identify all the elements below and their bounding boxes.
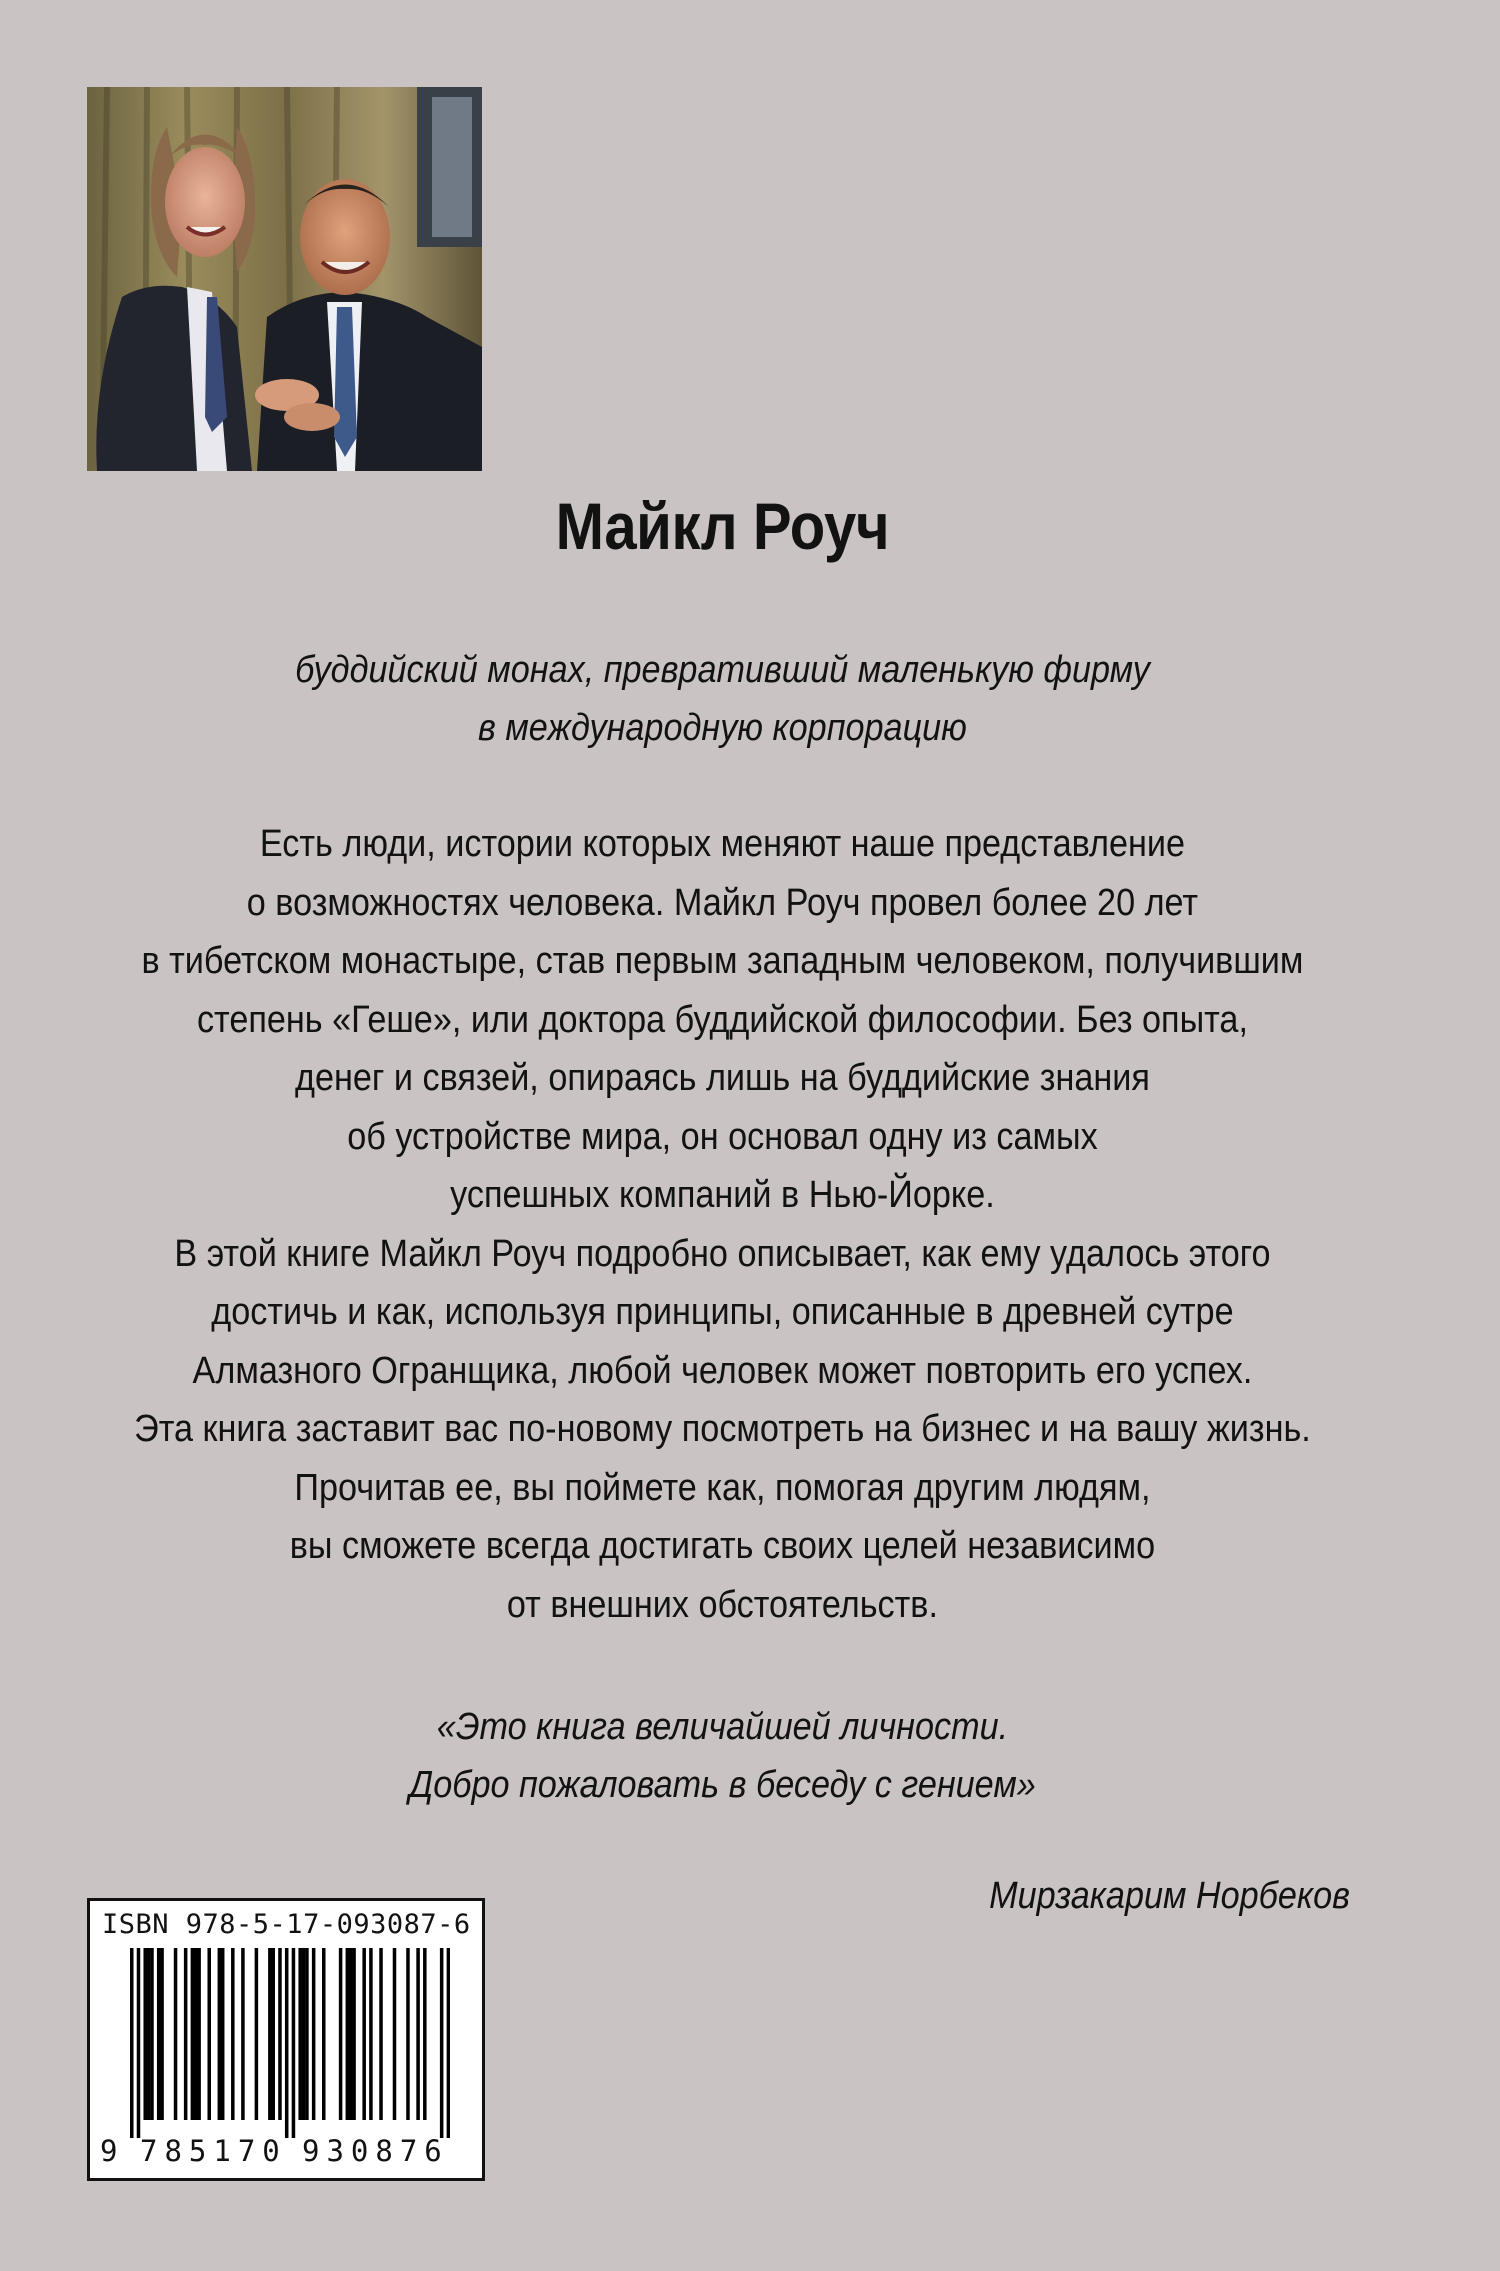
barcode-bar bbox=[379, 1948, 383, 2120]
barcode-bar bbox=[285, 1948, 289, 2138]
barcode-bar bbox=[322, 1948, 326, 2120]
barcode-bar bbox=[346, 1948, 350, 2120]
barcode-bar bbox=[302, 1948, 306, 2120]
barcode-bar bbox=[271, 1948, 275, 2120]
description-line: о возможностях человека. Майкл Роуч провел более 20 лет bbox=[246, 881, 1199, 924]
barcode-bar bbox=[191, 1948, 195, 2120]
barcode-bar bbox=[160, 1948, 164, 2120]
barcode-left-group: 785170 bbox=[140, 2134, 287, 2168]
quote-line: «Это книга величайшей личности. bbox=[436, 1706, 1009, 1748]
description-line: денег и связей, опираясь лишь на буддийские знания bbox=[295, 1057, 1150, 1099]
barcode-bar bbox=[339, 1948, 343, 2120]
barcode-first-digit: 9 bbox=[100, 2134, 118, 2168]
barcode-bar bbox=[268, 1948, 272, 2120]
barcode-bar bbox=[298, 1948, 302, 2120]
book-description bbox=[72, 815, 1373, 1634]
tagline bbox=[72, 641, 1373, 757]
quote-author: Мирзакарим Норбеков bbox=[989, 1875, 1350, 1917]
barcode-bar bbox=[278, 1948, 282, 2120]
description-line: Эта книга заставит вас по-новому посмотреть на бизнес и на вашу жизнь. bbox=[134, 1408, 1311, 1450]
description-line: степень «Геше», или доктора буддийской философии. Без опыта, bbox=[196, 998, 1248, 1041]
quote-line: Добро пожаловать в беседу с гением» bbox=[409, 1764, 1036, 1806]
barcode-bar bbox=[292, 1948, 296, 2138]
barcode-bar bbox=[207, 1948, 211, 2120]
barcode-bar bbox=[440, 1948, 444, 2138]
barcode-bar bbox=[231, 1948, 235, 2120]
barcode-bar bbox=[406, 1948, 410, 2120]
barcode-bar bbox=[305, 1948, 309, 2120]
tagline-line: в международную корпорацию bbox=[478, 707, 967, 749]
quote bbox=[72, 1698, 1373, 1814]
description-line: Есть люди, истории которых меняют наше представление bbox=[259, 823, 1186, 865]
tagline-line: буддийский монах, превративший маленькую фирму bbox=[295, 649, 1150, 691]
barcode-bar bbox=[150, 1948, 154, 2120]
description-line: Алмазного Огранщика, любой человек может повторить его успех. bbox=[192, 1349, 1253, 1392]
barcode-bar bbox=[423, 1948, 427, 2120]
barcode-bar bbox=[218, 1948, 222, 2120]
description-line: успешных компаний в Нью-Йорке. bbox=[450, 1174, 995, 1216]
description-line: в тибетском монастыре, став первым западным человеком, получившим bbox=[141, 940, 1304, 982]
barcode-bar bbox=[312, 1948, 316, 2120]
barcode-right-group: 930876 bbox=[302, 2134, 449, 2168]
description-line: Прочитав ее, вы поймете как, помогая другим людям, bbox=[294, 1466, 1151, 1509]
barcode-bar bbox=[147, 1948, 151, 2120]
author-photo-image bbox=[87, 87, 482, 471]
barcode-bars bbox=[130, 1948, 450, 2138]
barcode-bar bbox=[447, 1948, 450, 2138]
barcode-bar bbox=[197, 1948, 201, 2120]
barcode-bar bbox=[143, 1948, 147, 2120]
description-line: В этой книге Майкл Роуч подробно описывает, как ему удалось этого bbox=[174, 1232, 1271, 1275]
description-line: вы сможете всегда достигать своих целей независимо bbox=[289, 1525, 1156, 1567]
barcode-bar bbox=[137, 1948, 141, 2138]
author-name: Майкл Роуч bbox=[555, 489, 890, 563]
barcode-bar bbox=[174, 1948, 178, 2120]
barcode-bar bbox=[362, 1948, 366, 2120]
barcode-bar bbox=[416, 1948, 420, 2120]
barcode-bar bbox=[393, 1948, 397, 2120]
barcode-bar bbox=[221, 1948, 225, 2120]
barcode-bar bbox=[255, 1948, 259, 2120]
barcode-bar bbox=[194, 1948, 198, 2120]
isbn-number: ISBN 978-5-17-093087-6 bbox=[102, 1909, 471, 1940]
barcode-bar bbox=[369, 1948, 373, 2120]
description-line: от внешних обстоятельств. bbox=[506, 1583, 938, 1626]
barcode-bar bbox=[349, 1948, 353, 2120]
isbn-barcode bbox=[87, 1898, 485, 2181]
description-line: об устройстве мира, он основал одну из самых bbox=[347, 1115, 1098, 1158]
barcode-bar bbox=[130, 1948, 134, 2138]
barcode-bar bbox=[157, 1948, 161, 2120]
barcode-bar bbox=[241, 1948, 245, 2120]
author-photo bbox=[87, 87, 482, 471]
barcode-bar bbox=[184, 1948, 188, 2120]
barcode-bar bbox=[352, 1948, 356, 2120]
description-line: достичь и как, используя принципы, описанные в древней сутре bbox=[211, 1291, 1234, 1333]
